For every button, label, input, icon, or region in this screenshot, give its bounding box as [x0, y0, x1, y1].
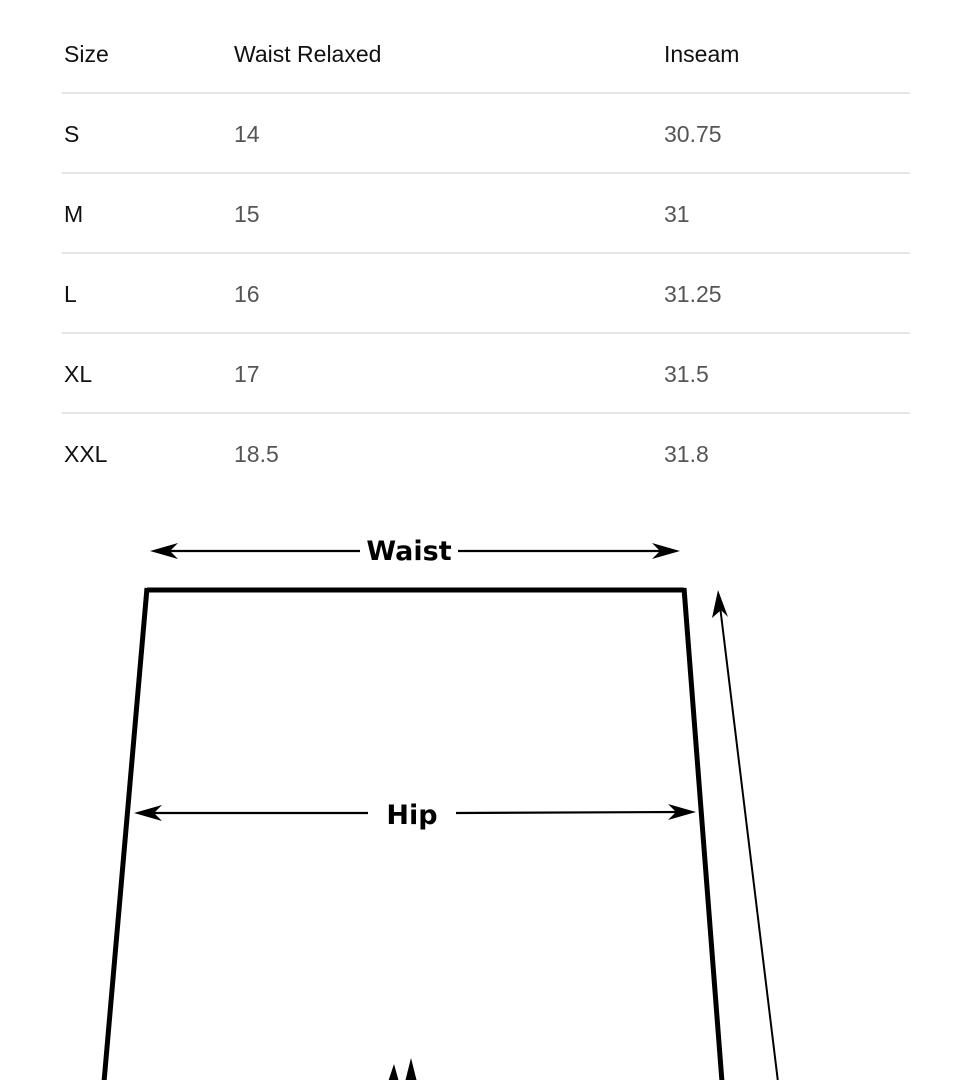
waist-cell: 18.5: [234, 441, 279, 467]
table-row: [62, 334, 910, 414]
header-waist-relaxed: Waist Relaxed: [234, 41, 382, 67]
header-size: Size: [64, 41, 109, 67]
size-cell: M: [64, 201, 84, 227]
inseam-cell: 30.75: [664, 121, 722, 147]
size-cell: XXL: [64, 441, 108, 467]
size-cell: S: [64, 121, 80, 147]
inseam-mark: [388, 1058, 417, 1080]
inseam-cell: 31: [664, 201, 690, 227]
table-header-row: [62, 14, 910, 94]
size-cell: XL: [64, 361, 93, 387]
waist-cell: 14: [234, 121, 260, 147]
measurement-diagram: [0, 520, 972, 1080]
hip-label: Hip: [386, 800, 438, 831]
size-chart-table: [62, 14, 910, 494]
length-arrow: [712, 590, 778, 1080]
inseam-cell: 31.5: [664, 361, 709, 387]
waist-cell: 15: [234, 201, 260, 227]
waist-cell: 16: [234, 281, 260, 307]
table-row: [62, 94, 910, 174]
shorts-outline: [104, 588, 722, 1080]
table-row: [62, 254, 910, 334]
waist-label: Waist: [366, 536, 452, 567]
header-inseam: Inseam: [664, 41, 740, 67]
inseam-cell: 31.8: [664, 441, 709, 467]
table-row: [62, 174, 910, 254]
waist-cell: 17: [234, 361, 260, 387]
table-row: [62, 414, 910, 494]
size-cell: L: [64, 281, 77, 307]
inseam-cell: 31.25: [664, 281, 722, 307]
